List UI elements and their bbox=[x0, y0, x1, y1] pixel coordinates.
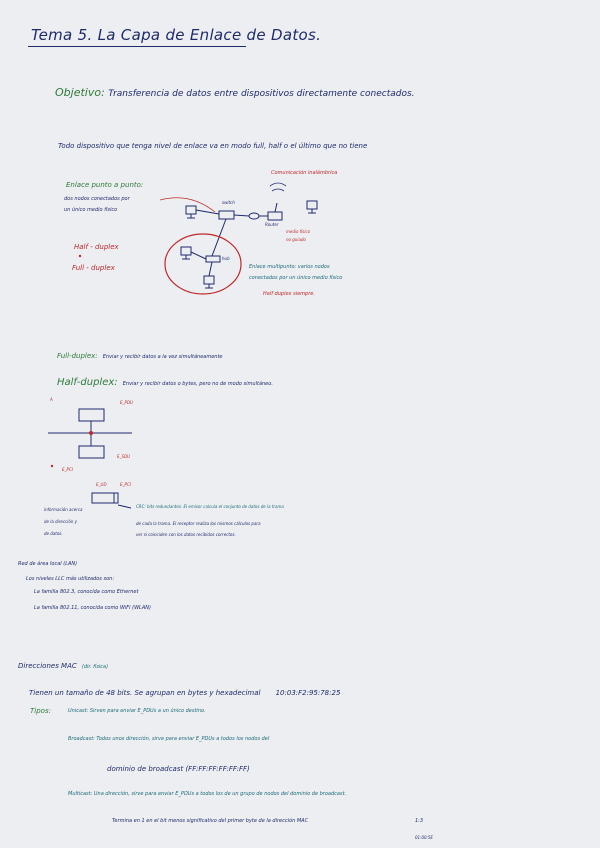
pc-icon bbox=[181, 247, 191, 259]
pdu-top-left: A bbox=[50, 397, 53, 402]
full-duplex-term: Full-duplex: bbox=[57, 352, 98, 360]
pdu-info-2: de la dirección y bbox=[44, 519, 77, 524]
pdu-bottom-left: E_PCI bbox=[62, 467, 73, 472]
mac-types-label: Tipos: bbox=[30, 707, 51, 715]
multipoint-half: Half duplex siempre. bbox=[263, 291, 315, 297]
medium-note-1: medio físico bbox=[286, 229, 311, 234]
llc-line1: Los niveles LLC más utilizados son: bbox=[26, 576, 115, 582]
mac-multicast-2: Termina en 1 en el bit menos significativo del primer byte de la dirección MAC bbox=[112, 818, 309, 824]
objective-label: Objetivo: bbox=[55, 86, 105, 99]
wireless-label: Comunicación inalámbrica bbox=[271, 170, 338, 176]
mac-multicast-3: 1:3 bbox=[415, 818, 424, 824]
half-duplex-term: Half-duplex: bbox=[57, 377, 118, 388]
multipoint-1: Enlace multipunto: varios nodos bbox=[249, 264, 330, 270]
link bbox=[234, 215, 249, 216]
pdu-bottom-right: E_SDU bbox=[117, 454, 131, 459]
pdu-top-right: E_PDU bbox=[120, 400, 133, 405]
mac-heading-text: Direcciones MAC bbox=[18, 662, 77, 670]
sap-dot bbox=[89, 431, 93, 435]
half-duplex-label: Half - duplex bbox=[74, 243, 119, 251]
router-icon bbox=[249, 213, 259, 219]
antenna bbox=[275, 203, 277, 212]
full-duplex-text: Enviar y recibir datos a la vez simultáneamente bbox=[102, 354, 223, 360]
multipoint-circle bbox=[165, 234, 241, 294]
link bbox=[191, 252, 206, 259]
pdu-info-3: de datos. bbox=[44, 531, 63, 536]
bullet-dot bbox=[79, 255, 81, 257]
pc-icon bbox=[204, 276, 214, 288]
llc-heading: Red de área local (LAN) bbox=[18, 561, 78, 567]
crc-text-2: de cada la trama. El receptor realiza los mismos cálculos para bbox=[136, 521, 261, 526]
crc-text-3: ver si coinciden con los datos recibidos correctos. bbox=[136, 532, 236, 537]
link bbox=[209, 262, 212, 276]
page-title: Tema 5. La Capa de Enlace de Datos. bbox=[31, 26, 322, 44]
mac-multicast-1: Multicast: Una dirección, sirve para enviar E_PDUs a todos los de un grupo de nodos del dominio de broadcast. bbox=[68, 791, 347, 797]
link bbox=[212, 219, 226, 256]
wireless-waves-icon bbox=[270, 183, 286, 191]
medium-note-2: no guiado bbox=[286, 237, 306, 242]
link bbox=[196, 210, 219, 214]
frame-left-label: E_UD bbox=[96, 482, 107, 487]
mac-heading-note: (dir. física) bbox=[81, 664, 109, 670]
multipoint-2: conectados por un único medio físico bbox=[249, 275, 343, 281]
p2p-desc-1: dos nodos conectados por bbox=[64, 196, 130, 202]
mac-broadcast-2: dominio de broadcast (FF:FF:FF:FF:FF:FF) bbox=[107, 765, 250, 773]
mac-broadcast-1: Broadcast: Todos unos dirección, sirve para enviar E_PDUs a todos los nodos del bbox=[68, 736, 270, 742]
access-point-icon bbox=[268, 212, 282, 220]
annotation-arrow bbox=[160, 198, 215, 212]
pdu-box bbox=[79, 409, 104, 421]
switch-icon bbox=[219, 211, 234, 219]
statement: Todo dispositivo que tenga nivel de enlace va en modo full, half o el último que no tiene bbox=[58, 142, 368, 150]
mac-unicast: Unicast: Sirven para enviar E_PDUs a un único destino. bbox=[68, 708, 206, 714]
crc-text-1: CRC: bits redundantes. El emisor calcula el conjunto de datos de la trama bbox=[136, 504, 284, 509]
mac-size-text: Tienen un tamaño de 48 bits. Se agrupan en bytes y hexadecimal bbox=[29, 689, 261, 697]
sdu-box bbox=[79, 446, 104, 458]
pc-icon bbox=[186, 206, 196, 218]
mac-example: 10:03:F2:95:78:25 bbox=[275, 689, 341, 697]
router-label: Router bbox=[265, 222, 279, 227]
mac-multicast-4: 01:00:5E bbox=[415, 835, 433, 840]
bullet-dot bbox=[51, 465, 53, 467]
llc-item2: La familia 802.11, conocida como WiFi (WLAN) bbox=[34, 605, 151, 611]
p2p-title: Enlace punto a punto: bbox=[66, 181, 144, 189]
pc-icon bbox=[307, 201, 317, 213]
hub-icon bbox=[206, 256, 220, 262]
p2p-desc-2: un único medio físico bbox=[64, 207, 118, 213]
pdu-info-1: información acerca bbox=[44, 507, 83, 512]
objective-text: Transferencia de datos entre dispositivos directamente conectados. bbox=[108, 89, 415, 99]
frame-right-label: E_PCI bbox=[120, 482, 131, 487]
arrow bbox=[118, 505, 131, 508]
switch-label: switch bbox=[222, 200, 235, 205]
half-duplex-text: Enviar y recibir datos o bytes, pero no de modo simultáneo. bbox=[122, 381, 273, 387]
hub-label: hub bbox=[222, 256, 230, 261]
llc-item1: La familia 802.3, conocida como Ethernet bbox=[34, 589, 139, 595]
full-duplex-label: Full - duplex bbox=[72, 264, 115, 272]
